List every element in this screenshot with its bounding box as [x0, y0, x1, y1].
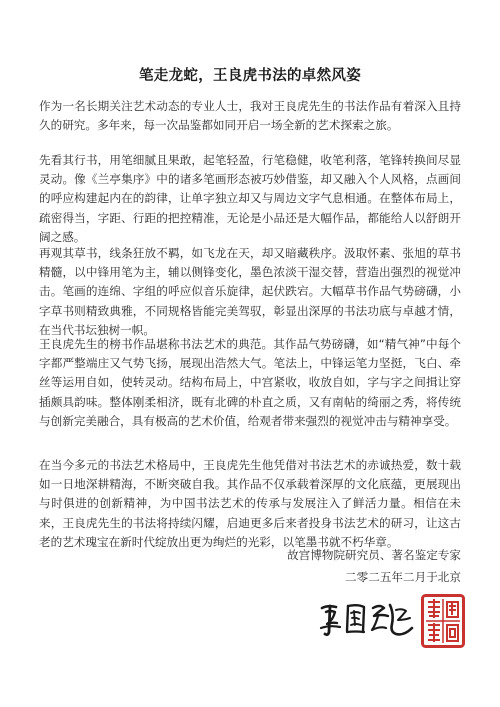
red-seal-stamp [421, 594, 465, 648]
paragraph-cursive-script: 再观其草书，线条狂放不羁，如飞龙在天，却又暗藏秩序。汲取怀素、张旭的草书精髓，以中锋用笔为主，辅以侧锋变化，墨色浓淡干湿交替，营造出强烈的视觉冲击。笔画的连绵、字组的呼应似音乐旋律，起伏跌宕。大幅草书作品气势磅礴，小字草书则精致典雅，不同规格皆能完美驾驭，彰显出深厚的书法功底与卓越才情，在当代书坛独树一帜。 [39, 246, 461, 337]
author-affiliation: 故宫博物院研究员、著名鉴定专家 [287, 548, 461, 562]
document-title: 笔走龙蛇，王良虎书法的卓然风姿 [139, 68, 361, 84]
handwritten-signature [318, 598, 418, 642]
paragraph-large-characters: 王良虎先生的榜书作品堪称书法艺术的典范。其作品气势磅礴，如“精气神”中每个字都严整端庄又气势飞扬，展现出浩然大气。笔法上，中锋运笔力坚挺，飞白、牵丝等运用自如，使转灵动。结构布局上，中宫紧收，收放自如，字与字之间揖让穿插颇具韵味。整体刚柔相济，既有北碑的朴直之质，又有南帖的绮丽之秀，将传统与创新完美融合，具有极高的艺术价值，给观者带来强烈的视觉冲击与精神享受。 [39, 337, 461, 428]
date-and-place: 二零二五年二月于北京 [345, 570, 461, 584]
paragraph-conclusion: 在当今多元的书法艺术格局中，王良虎先生他凭借对书法艺术的赤诚热爱，数十载如一日地深耕精海，不断突破自我。其作品不仅承载着深厚的文化底蕴，更展现出与时俱进的创新精神，为中国书法艺术的传承与发展注入了鲜活力量。相信在未来，王良虎先生的书法将持续闪耀，启迪更多后来者投身书法艺术的研习，让这古老的艺术瑰宝在新时代绽放出更为绚烂的光彩，以笔墨书就不朽华章。 [39, 458, 461, 549]
paragraph-intro: 作为一名长期关注艺术动态的专业人士，我对王良虎先生的书法作品有着深入且持久的研究。多年来，每一次品鉴都如同开启一场全新的艺术探索之旅。 [39, 99, 461, 133]
paragraph-running-script: 先看其行书，用笔细腻且果敢，起笔轻盈，行笔稳健，收笔利落，笔锋转换间尽显灵动。像《兰亭集序》中的诸多笔画形态被巧妙借鉴，却又融入个人风格，点画间的呼应构建起内在的韵律，让单字独立却又与周边文字气息相通。在整体布局上，疏密得当，字距、行距的把控精准，无论是小品还是大幅作品，都能给人以舒朗开阔之感。 [39, 153, 461, 244]
